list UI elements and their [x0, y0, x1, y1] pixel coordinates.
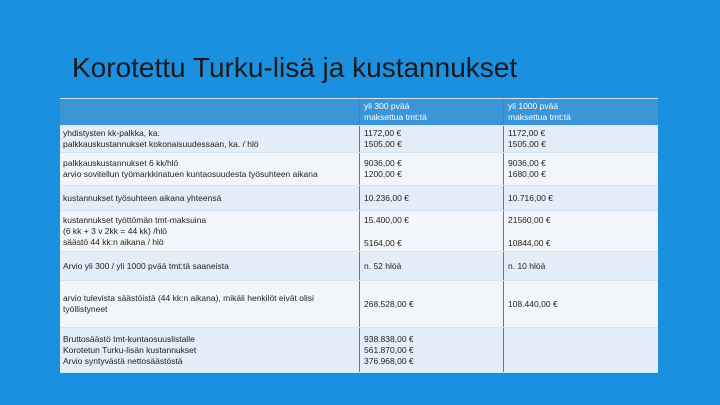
row-label — [60, 153, 360, 185]
row-value-1000 — [504, 328, 658, 372]
row-label-line: Arvio yli 300 / yli 1000 pvää tmt:tä saaneista — [63, 260, 229, 271]
row-label-line: Arvio syntyvästä nettosäästöstä — [63, 355, 183, 366]
row-label — [60, 328, 360, 372]
cost-table — [60, 98, 658, 373]
value-line: 1172,00 € — [364, 128, 402, 138]
row-value-1000 — [504, 211, 658, 251]
row-label — [60, 126, 360, 152]
value-line: 268.528,00 € — [364, 298, 414, 309]
row-label-line: kustannukset työttömän tmt-maksuina — [63, 214, 207, 225]
value-line: 376.968,00 € — [364, 355, 414, 366]
row-value-1000 — [504, 126, 658, 152]
value-line: 15.400,00 € — [364, 215, 409, 225]
row-value-300 — [360, 153, 504, 185]
value-line: 9036,00 € — [364, 158, 402, 168]
value-line: n. 52 hlöä — [364, 260, 402, 271]
table-row — [60, 252, 658, 281]
row-value-300 — [360, 186, 504, 210]
row-label — [60, 211, 360, 251]
row-label-line: arvio sovitellun työmarkkinatuen kuntaosuudesta työsuhteen aikana — [63, 169, 318, 179]
table-row — [60, 328, 658, 373]
value-line: 10.716,00 € — [508, 192, 553, 203]
row-value-1000 — [504, 252, 658, 280]
row-value-300 — [360, 281, 504, 327]
value-line: 1200,00 € — [364, 169, 402, 179]
row-label-line: työllistyneet — [63, 304, 108, 314]
value-line: 108.440,00 € — [508, 298, 558, 309]
header-cell-1000 — [504, 99, 658, 125]
header-300-line2: maksettua tmt:tä — [364, 112, 427, 122]
table-row — [60, 186, 658, 211]
row-label-line: (6 kk + 3 v 2kk = 44 kk) /hlö — [63, 225, 167, 236]
row-value-300 — [360, 328, 504, 372]
row-label-line: palkkauskustannukset kokonaisuudessaan, ka. / hlö — [63, 139, 259, 149]
slide-title: Korotettu Turku-lisä ja kustannukset — [72, 52, 518, 83]
value-line: 1505,00 € — [508, 139, 546, 149]
row-label-line: säästö 44 kk:n aikana / hlö — [63, 236, 164, 247]
row-label-line: Bruttosäästö tmt-kuntaosuuslistalle — [63, 333, 195, 344]
value-line: 5164,00 € — [364, 238, 402, 248]
value-line: 938.838,00 € — [364, 333, 414, 344]
row-label-line: arvio tulevista säästöistä (44 kk:n aikana), mikäli henkilöt eivät olisi — [63, 293, 314, 303]
row-value-300 — [360, 211, 504, 251]
row-label-line: kustannukset työsuhteen aikana yhteensä — [63, 192, 222, 203]
value-line: n. 10 hlöä — [508, 260, 546, 271]
value-line: 1680,00 € — [508, 169, 546, 179]
row-label-line: palkkauskustannukset 6 kk/hlö — [63, 158, 179, 168]
table-row — [60, 126, 658, 153]
row-label — [60, 252, 360, 280]
value-line: 10844,00 € — [508, 238, 551, 248]
value-line: 21560,00 € — [508, 215, 551, 225]
row-value-1000 — [504, 186, 658, 210]
table-header-row — [60, 99, 658, 126]
header-1000-line2: maksettua tmt:tä — [508, 112, 571, 122]
row-label — [60, 281, 360, 327]
value-line: 9036,00 € — [508, 158, 546, 168]
header-1000-line1: yli 1000 pvää — [508, 101, 559, 111]
header-cell-300 — [360, 99, 504, 125]
row-value-300 — [360, 126, 504, 152]
row-label-line: Korotetun Turku-lisän kustannukset — [63, 344, 197, 355]
value-line: 1505,00 € — [364, 139, 402, 149]
value-line: 10.236,00 € — [364, 192, 409, 203]
row-value-300 — [360, 252, 504, 280]
table-row — [60, 211, 658, 252]
value-line: 561.870,00 € — [364, 344, 414, 355]
table-row — [60, 153, 658, 186]
value-line: 1172,00 € — [508, 128, 546, 138]
table-row — [60, 281, 658, 328]
header-300-line1: yli 300 pvää — [364, 101, 410, 111]
row-value-1000 — [504, 153, 658, 185]
row-value-1000 — [504, 281, 658, 327]
row-label-line: yhdistysten kk-palkka, ka. — [63, 128, 160, 138]
header-cell-label — [60, 99, 360, 125]
row-label — [60, 186, 360, 210]
